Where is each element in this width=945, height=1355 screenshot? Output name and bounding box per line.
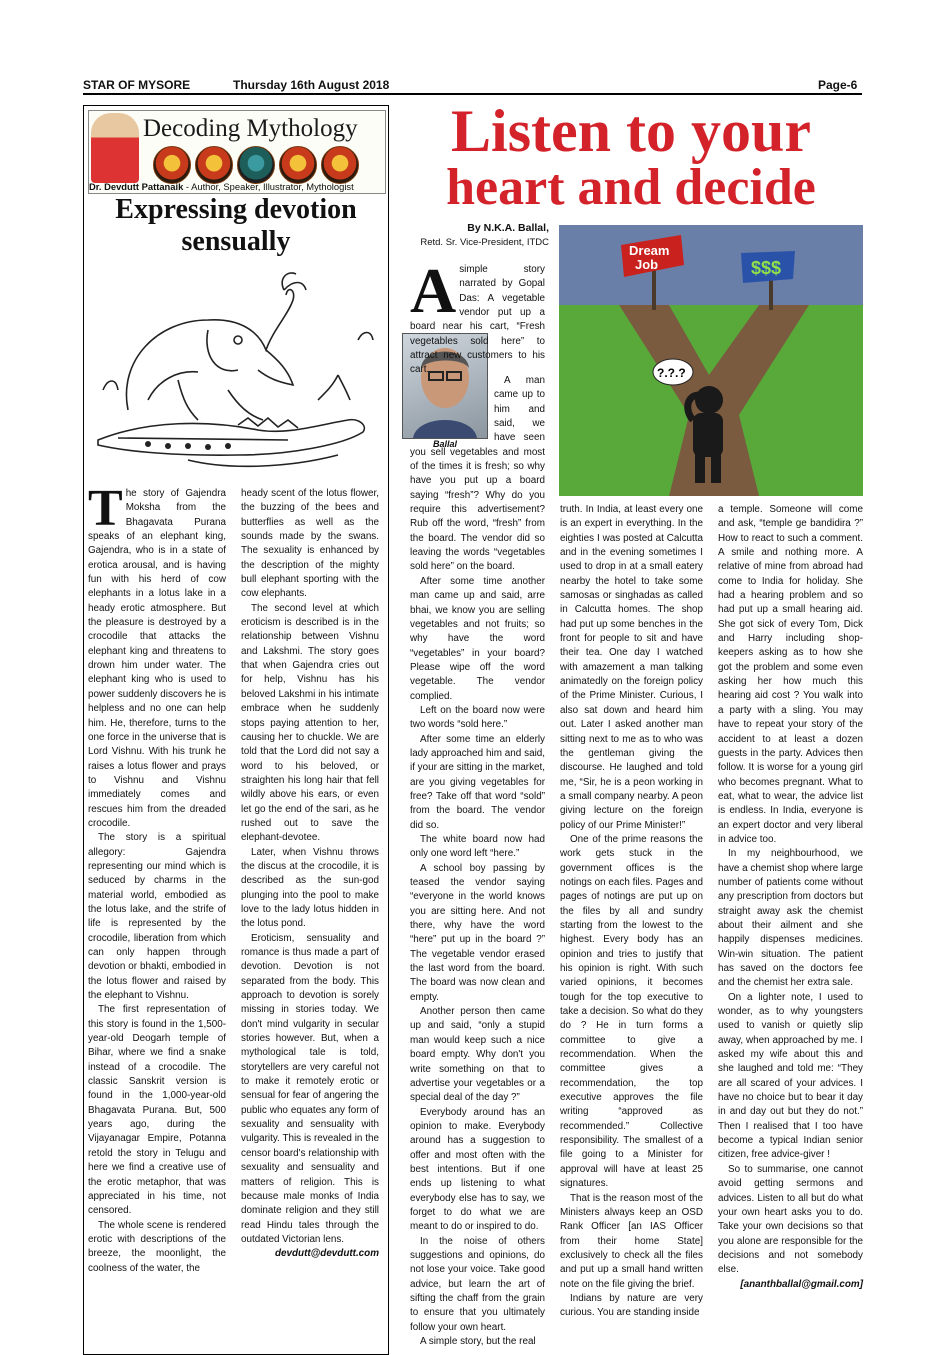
- author-email: devdutt@devdutt.com: [275, 1248, 379, 1260]
- paragraph: simple story narrated by Gopal Das: A vegetable vendor put up a board near his cart, “Fresh vegetables sold here” to attract new customers to his cart.: [410, 264, 545, 376]
- left-headline: Expressing devotion sensually: [115, 194, 357, 257]
- sign-money: $$$: [751, 258, 782, 278]
- article-title-line2: heart and decide: [446, 159, 816, 216]
- paragraph: In the noise of others suggestions and opinions, do not lose your voice. Take good advice, but learn the art of sifting the chaff from the grain to ensure that you ultimately follow your own heart.: [410, 1235, 545, 1333]
- paragraph: The whole scene is rendered erotic with descriptions of the breeze, the moonlight, the coolness of the water, the: [88, 1219, 226, 1274]
- thought-bubble: ?.?.?: [657, 366, 686, 380]
- mask-icon: [153, 146, 191, 184]
- sign-dream-job: Dream Job: [629, 243, 670, 272]
- left-text-col1: [88, 480, 226, 1276]
- header-rule: [83, 93, 862, 95]
- paragraph: In my neighbourhood, we have a chemist shop where large number of patients come without any prescription from doctors but straight away ask the chemist about their ailment and she happily dispenses medicines. Win-win situation. The patient has saved on the doctors fee and the chemist her extra sale.: [718, 848, 863, 989]
- paragraph: On a lighter note, I used to wonder, as to why youngsters used to vanish or quietly slip away, when approached by me. I asked my wife about this and she laughed and told me: “They are all scared of your advices. I have no choice but to bear it day in and day out but they do not.” Then I realised that I too have become a typical Indian senior citizen, free advice-giver !: [718, 991, 863, 1161]
- paragraph: Eroticism, sensuality and romance is thus made a part of devotion. Devotion is not separated from the body. This approach to devotion is sorely missing in stories today. We don't mind vulgarity in secular stories however. But, when a mythological tale is told, storytellers are very careful not to make it remotely erotic or sensual for fear of angering the public who equates any form of sexuality and sensuality with vulgarity. This is revealed in the censor board's relationship with sexuality and sensuality and matters of religion. This is because male monks of India dominate religion and they still read Hindu tales through the outdated Victorian lens.: [241, 932, 380, 1245]
- paragraph: A simple story, but the real: [420, 1336, 536, 1348]
- mask-icon: [195, 146, 233, 184]
- right-text-col1: [410, 255, 545, 378]
- paragraph: Left on the board now were two words “sold here.”: [410, 704, 545, 731]
- mask-icon: [237, 146, 275, 184]
- paragraph: The second level at which eroticism is described is in the relationship between Vishnu and Lakshmi. The story goes that when Gajendra cries out for help, Vishnu has his beloved Lakshmi in his intimate embrace when he suddenly stops paying attention to her, causing her to chuckle. We are told that the Lord did not say a word to his beloved, or straighten his long hair that fell wildly above his ears, or even let go the end of the sari, as he rushed out to save the elephant-devotee.: [241, 602, 379, 844]
- paragraph: a temple. Someone will come and ask, “temple ge bandidira ?” How to react to such a comment. A smile and nothing more. A relative of mine from abroad had come to India for holiday. She had a hearing problem and so had put up a small hearing aid. She got sick of every Tom, Dick and Harry including shop-keepers asking as to how she got the problem and some even asking her how much this hearing aid cost ? You walk into a party with a sling. You may have to repeat your story of the accident to at least a dozen guests in the party. Advices then follow. It is worse for a young girl who becomes pregnant. What to eat, what to wear, the advice list is endless. In India, everyone is an expert doctor and very liberal in advice too.: [718, 504, 863, 845]
- mask-icon: [321, 146, 359, 184]
- issue-date: Thursday 16th August 2018: [233, 78, 390, 92]
- newspaper-name: STAR OF MYSORE: [83, 78, 191, 92]
- paragraph: heady scent of the lotus flower, the buzzing of the bees and butterflies as well as the sounds made by the swans. The sexuality is enhanced by the description of the mighty bull elephant sporting with the cow elephants.: [241, 488, 379, 600]
- dropcap: T: [88, 480, 123, 537]
- author-credit: [89, 181, 385, 192]
- elephant-crocodile-illustration: [88, 260, 384, 482]
- author-description: - Author, Speaker, Illustrator, Mythologist: [183, 181, 354, 192]
- paragraph: truth. In India, at least every one is an expert in everything. In the eighties I was posted at Calcutta and in the evening sometimes I used to drop in at a small eatery nearby the hotel to take some samosas or singhadas as called in Calcutta homes. The shop had put up some benches in the front for people to sit and have their tea. One day I watched with amazement a man talking animatedly on the foreign policy of the Prime Minister. Curious, I also sat down and heard him out. Later I asked another man sitting next to me as to who was the gentleman giving the discourse. He laughed and told me, “Sir, he is a peon working in a small company nearby. A peon giving lecture on the foreign policy of our Prime Minister!”: [560, 504, 703, 831]
- page-number: Page-6: [818, 78, 858, 92]
- paragraph: One of the prime reasons the work gets stuck in the government offices is the notings on each files. Pages and pages of notings are put up on the files by all and sundry starting from the lowest to the highest. Every body has an opinion and tries to justify that his opinion is right. With such varied opinions, it becomes tough for the top executive to take a decision. So what do they do ? He in turn forms a committee to give a recommendation. When the committee gives a recommendation, the top executive approves the file writing “approved as recommended.” Collective responsibility. The smallest of a file going to a Minister for approval will have at least 25 signatures.: [560, 833, 703, 1190]
- mask-icon: [279, 146, 317, 184]
- paragraph: Another person then came up and said, “only a stupid man would keep such a nice board empty. Why don't you write something on that to advertise your vegetables or a special deal of the day ?”: [410, 1006, 545, 1104]
- byline: By N.K.A. Ballal,: [467, 222, 549, 234]
- author-avatar: [91, 113, 139, 183]
- paragraph: That is the reason most of the Ministers always keep an OSD Rank Officer [an IAS Officer from their home State] exclusively to check all the files and put up a small hand written note on the file giving the brief.: [560, 1192, 703, 1290]
- paragraph: Later, when Vishnu throws the discus at the crocodile, it is described as the sun-god plunging into the pool to make love to the lady lotus hidden in the lotus pond.: [241, 846, 379, 930]
- paragraph: Indians by nature are very curious. You are standing inside: [560, 1292, 703, 1319]
- author-name: Dr. Devdutt Pattanaik: [89, 181, 184, 192]
- paragraph: The first representation of this story is found in the 1,500-year-old Deogarh temple of Bihar, where we find a snake instead of a crocodile. The classic Sanskrit version is found in the 1,000-year-old Bhagavata Purana. But, 500 years ago, during the Vijayanagar Empire, Potanna retold the story in Telugu and here we find a creative use of the erotic metaphor, that was appreciated in his time, not censored.: [88, 1004, 226, 1217]
- paragraph: So to summarise, one cannot avoid getting sermons and advices. Listen to all but do what your own heart asks you to do. Take your own decisions so that you alone are responsible for the decisions and not somebody else.: [718, 1163, 863, 1276]
- paragraph: Everybody around has an opinion to make. Everybody around has a suggestion to offer and most often with the best intentions. But if one ends up listening to what everybody else has to say, we forget to do what we are meant to do or inspired to do.: [410, 1106, 545, 1233]
- paragraph: The story is a spiritual allegory: Gajendra representing our mind which is seduced by charms in the material world, embodied as the lotus lake, and the strife of life is represented by the crocodile, liberation from which can only happen through devotion or bhakti, embodied in the lotus flower and raised by the elephant to Vishnu.: [88, 832, 226, 1002]
- dropcap: A: [410, 255, 457, 326]
- author-email: [ananthballal@gmail.com]: [740, 1278, 863, 1290]
- photo-caption: Ballal: [402, 438, 488, 449]
- paragraph: A man came up to him and said, we have seen you sell vegetables and most of the times it is fresh; so why have you put up a board saying “fresh”? Why do you require this advertisement? Rub off the word, “fresh” from the board. The vendor did so leaving the words “vegetables sold here” on the board.: [410, 375, 545, 573]
- paragraph: After some time an elderly lady approached him and said, if your are sitting in the market, are you giving vegetables for free? Take off that word “sold” from the board. The vendor did so.: [410, 733, 546, 831]
- right-text-col2: [560, 503, 703, 1321]
- paragraph: The white board now had only one word left “here.”: [410, 834, 545, 860]
- crossroads-illustration: [559, 225, 863, 496]
- right-text-col1-cont: [410, 374, 545, 1349]
- paragraph: A school boy passing by teased the vendor saying “everyone in the world knows you are sitting here. And not there, why have the word “here” put up in the board ?” The vegetable vendor erased the last word from the board. The board was now clean and empty.: [410, 862, 545, 1003]
- right-text-col3: [718, 503, 863, 1292]
- paragraph: he story of Gajendra Moksha from the Bhagavata Purana speaks of an elephant king, Gajendra, who is in a state of erotica arousal, and is having fun with his herd of cow elephants in a lotus lake in a heady erotic atmosphere. But the pleasure is destroyed by a crocodile that attacks the elephant king and threatens to drown him under water. The elephant king who is used to power suddenly discovers he is helpless and no one can help him. He, therefore, turns to the one force in the universe that is Lord Vishnu. With his trunk he raises a lotus flower and prays to Vishnu and Vishnu immediately comes and rescues him from the dreaded crocodile.: [88, 488, 226, 829]
- byline-role: Retd. Sr. Vice-President, ITDC: [420, 237, 549, 248]
- left-text-col2: [241, 487, 379, 1262]
- banner-title: Decoding Mythology: [143, 115, 358, 142]
- paragraph: After some time another man came up and said, arre bhai, we know you are selling vegetables and not fruits; so why have the word “vegetables” in your board? Please wipe off the word vegetable. The vendor complied.: [410, 575, 545, 702]
- article-title-line1: Listen to your: [451, 98, 811, 164]
